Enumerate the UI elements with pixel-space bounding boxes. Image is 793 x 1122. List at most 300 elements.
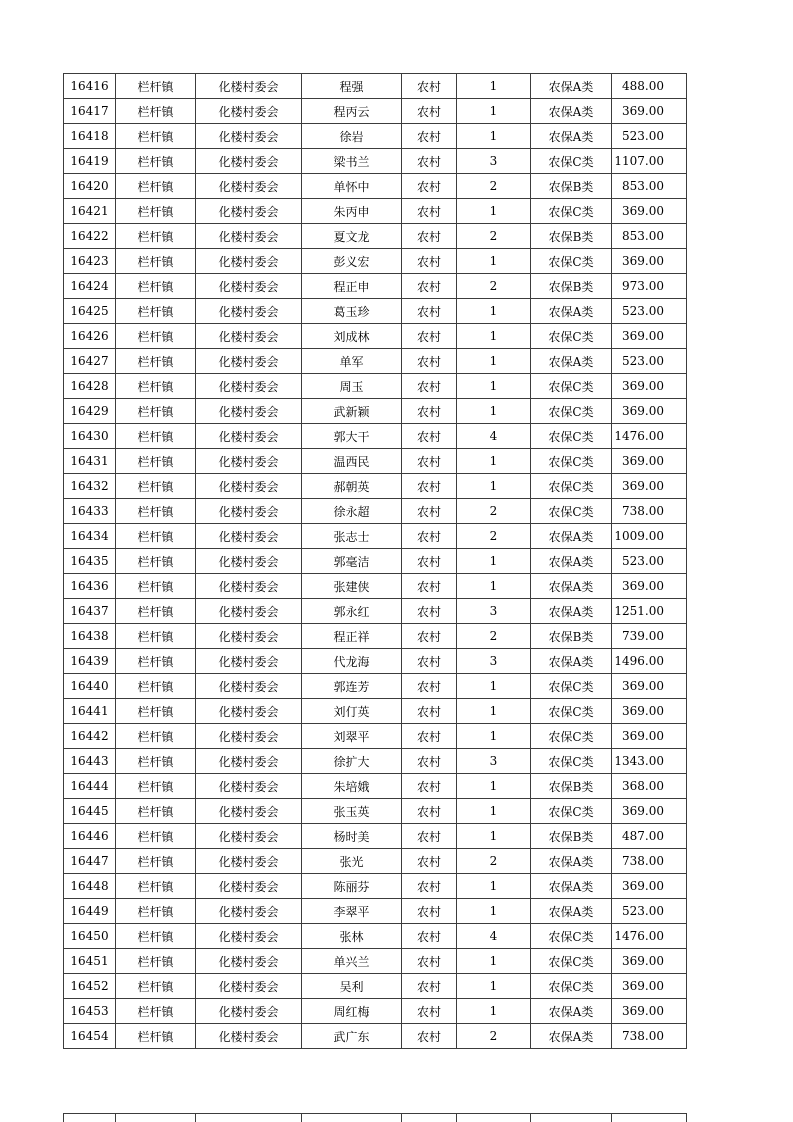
cell-count: 4 [457, 924, 531, 949]
cell-count: 1 [457, 399, 531, 424]
table-row [64, 324, 687, 349]
cell-village: 化楼村委会 [196, 499, 302, 524]
cell-id: 16450 [64, 924, 116, 949]
cell-village: 化楼村委会 [196, 324, 302, 349]
table-row [64, 474, 687, 499]
cell-amount: 369.00 [612, 799, 687, 824]
cell-town: 栏杆镇 [116, 624, 196, 649]
cell-residence: 农村 [402, 1024, 457, 1049]
cell-village: 化楼村委会 [196, 699, 302, 724]
cell-village: 化楼村委会 [196, 599, 302, 624]
cell-village: 化楼村委会 [196, 924, 302, 949]
cell-id: 16451 [64, 949, 116, 974]
cell-id: 16418 [64, 124, 116, 149]
cell-category: 农保B类 [531, 224, 612, 249]
cell-amount: 1009.00 [612, 524, 687, 549]
cell-count: 1 [457, 949, 531, 974]
cell-name: 单军 [302, 349, 402, 374]
cell-id: 16419 [64, 149, 116, 174]
cell-count: 1 [457, 574, 531, 599]
cell-id: 16452 [64, 974, 116, 999]
cell-amount: 369.00 [612, 949, 687, 974]
cell-amount: 369.00 [612, 324, 687, 349]
cell-count: 2 [457, 174, 531, 199]
cell-residence: 农村 [402, 949, 457, 974]
cell-amount: 369.00 [612, 249, 687, 274]
cell-count: 1 [457, 349, 531, 374]
cell-count: 2 [457, 274, 531, 299]
cell-category: 农保C类 [531, 374, 612, 399]
cell-name: 程正祥 [302, 624, 402, 649]
cell-name: 朱丙申 [302, 199, 402, 224]
cell-village: 化楼村委会 [196, 74, 302, 99]
cell-count: 1 [457, 124, 531, 149]
cell-village: 化楼村委会 [196, 874, 302, 899]
cell-empty [402, 1114, 457, 1122]
cell-id: 16453 [64, 999, 116, 1024]
cell-count: 1 [457, 74, 531, 99]
table-row [64, 874, 687, 899]
cell-empty [116, 1114, 196, 1122]
cell-amount: 369.00 [612, 724, 687, 749]
cell-name: 刘翠平 [302, 724, 402, 749]
cell-name: 郭毫洁 [302, 549, 402, 574]
cell-amount: 369.00 [612, 674, 687, 699]
cell-town: 栏杆镇 [116, 699, 196, 724]
cell-category: 农保C类 [531, 449, 612, 474]
cell-category: 农保A类 [531, 899, 612, 924]
cell-village: 化楼村委会 [196, 849, 302, 874]
cell-category: 农保C类 [531, 399, 612, 424]
cell-residence: 农村 [402, 149, 457, 174]
cell-name: 武新颖 [302, 399, 402, 424]
cell-town: 栏杆镇 [116, 274, 196, 299]
cell-category: 农保C类 [531, 799, 612, 824]
cell-town: 栏杆镇 [116, 474, 196, 499]
cell-town: 栏杆镇 [116, 224, 196, 249]
cell-town: 栏杆镇 [116, 74, 196, 99]
cell-amount: 973.00 [612, 274, 687, 299]
cell-id: 16428 [64, 374, 116, 399]
table-row [64, 999, 687, 1024]
table-row [64, 649, 687, 674]
cell-id: 16426 [64, 324, 116, 349]
cell-count: 2 [457, 499, 531, 524]
cell-count: 1 [457, 899, 531, 924]
cell-id: 16438 [64, 624, 116, 649]
cell-town: 栏杆镇 [116, 249, 196, 274]
cell-id: 16443 [64, 749, 116, 774]
cell-village: 化楼村委会 [196, 424, 302, 449]
cell-category: 农保A类 [531, 549, 612, 574]
cell-name: 周玉 [302, 374, 402, 399]
cell-residence: 农村 [402, 624, 457, 649]
cell-category: 农保A类 [531, 874, 612, 899]
cell-residence: 农村 [402, 749, 457, 774]
cell-category: 农保A类 [531, 99, 612, 124]
cell-id: 16436 [64, 574, 116, 599]
cell-id: 16448 [64, 874, 116, 899]
cell-id: 16442 [64, 724, 116, 749]
cell-amount: 738.00 [612, 499, 687, 524]
cell-category: 农保C类 [531, 724, 612, 749]
cell-town: 栏杆镇 [116, 549, 196, 574]
cell-residence: 农村 [402, 699, 457, 724]
cell-id: 16422 [64, 224, 116, 249]
cell-amount: 369.00 [612, 474, 687, 499]
table-row [64, 99, 687, 124]
cell-residence: 农村 [402, 324, 457, 349]
cell-name: 吴利 [302, 974, 402, 999]
cell-count: 1 [457, 874, 531, 899]
table-row [64, 774, 687, 799]
cell-empty [302, 1114, 402, 1122]
cell-amount: 739.00 [612, 624, 687, 649]
table-row [64, 374, 687, 399]
table-row [64, 824, 687, 849]
cell-id: 16437 [64, 599, 116, 624]
cell-count: 1 [457, 199, 531, 224]
cell-residence: 农村 [402, 99, 457, 124]
cell-residence: 农村 [402, 849, 457, 874]
table-row [64, 949, 687, 974]
cell-village: 化楼村委会 [196, 724, 302, 749]
cell-town: 栏杆镇 [116, 149, 196, 174]
cell-residence: 农村 [402, 349, 457, 374]
table-row [64, 124, 687, 149]
cell-id: 16420 [64, 174, 116, 199]
cell-amount: 1251.00 [612, 599, 687, 624]
cell-name: 梁书兰 [302, 149, 402, 174]
cell-amount: 369.00 [612, 699, 687, 724]
cell-village: 化楼村委会 [196, 999, 302, 1024]
cell-category: 农保C类 [531, 324, 612, 349]
cell-residence: 农村 [402, 974, 457, 999]
cell-amount: 369.00 [612, 449, 687, 474]
cell-count: 1 [457, 999, 531, 1024]
cell-count: 1 [457, 824, 531, 849]
cell-category: 农保A类 [531, 349, 612, 374]
table-row [64, 449, 687, 474]
cell-village: 化楼村委会 [196, 824, 302, 849]
table-row [64, 74, 687, 99]
cell-village: 化楼村委会 [196, 774, 302, 799]
cell-name: 李翠平 [302, 899, 402, 924]
cell-id: 16427 [64, 349, 116, 374]
cell-count: 3 [457, 149, 531, 174]
cell-residence: 农村 [402, 374, 457, 399]
cell-town: 栏杆镇 [116, 499, 196, 524]
cell-category: 农保C类 [531, 699, 612, 724]
cell-residence: 农村 [402, 899, 457, 924]
cell-name: 张志士 [302, 524, 402, 549]
cell-amount: 369.00 [612, 574, 687, 599]
cell-amount: 738.00 [612, 1024, 687, 1049]
cell-name: 刘成林 [302, 324, 402, 349]
cell-town: 栏杆镇 [116, 949, 196, 974]
cell-empty [64, 1114, 116, 1122]
cell-village: 化楼村委会 [196, 149, 302, 174]
cell-name: 夏文龙 [302, 224, 402, 249]
cell-amount: 369.00 [612, 374, 687, 399]
cell-village: 化楼村委会 [196, 1024, 302, 1049]
cell-id: 16449 [64, 899, 116, 924]
cell-category: 农保A类 [531, 1024, 612, 1049]
cell-residence: 农村 [402, 999, 457, 1024]
cell-amount: 488.00 [612, 74, 687, 99]
cell-town: 栏杆镇 [116, 924, 196, 949]
cell-residence: 农村 [402, 774, 457, 799]
cell-name: 张林 [302, 924, 402, 949]
cell-name: 陈丽芬 [302, 874, 402, 899]
cell-category: 农保A类 [531, 649, 612, 674]
table-row [64, 574, 687, 599]
cell-name: 单兴兰 [302, 949, 402, 974]
cell-id: 16417 [64, 99, 116, 124]
cell-category: 农保B类 [531, 174, 612, 199]
cell-residence: 农村 [402, 474, 457, 499]
cell-town: 栏杆镇 [116, 374, 196, 399]
cell-amount: 369.00 [612, 974, 687, 999]
table-row [64, 149, 687, 174]
cell-id: 16430 [64, 424, 116, 449]
benefit-records-table [63, 73, 687, 1049]
cell-residence: 农村 [402, 799, 457, 824]
cell-village: 化楼村委会 [196, 974, 302, 999]
cell-village: 化楼村委会 [196, 549, 302, 574]
cell-amount: 853.00 [612, 174, 687, 199]
cell-id: 16416 [64, 74, 116, 99]
cell-name: 张光 [302, 849, 402, 874]
cell-category: 农保C类 [531, 499, 612, 524]
cell-village: 化楼村委会 [196, 949, 302, 974]
cell-empty [612, 1114, 687, 1122]
cell-village: 化楼村委会 [196, 99, 302, 124]
table-row [64, 299, 687, 324]
cell-category: 农保A类 [531, 849, 612, 874]
cell-id: 16429 [64, 399, 116, 424]
cell-name: 周红梅 [302, 999, 402, 1024]
cell-residence: 农村 [402, 549, 457, 574]
cell-residence: 农村 [402, 399, 457, 424]
cell-count: 1 [457, 374, 531, 399]
cell-category: 农保A类 [531, 524, 612, 549]
cell-town: 栏杆镇 [116, 724, 196, 749]
cell-town: 栏杆镇 [116, 974, 196, 999]
cell-residence: 农村 [402, 174, 457, 199]
cell-count: 3 [457, 749, 531, 774]
cell-id: 16431 [64, 449, 116, 474]
cell-name: 程强 [302, 74, 402, 99]
cell-residence: 农村 [402, 224, 457, 249]
cell-residence: 农村 [402, 574, 457, 599]
table-row [64, 699, 687, 724]
cell-town: 栏杆镇 [116, 874, 196, 899]
cell-category: 农保A类 [531, 999, 612, 1024]
cell-id: 16439 [64, 649, 116, 674]
cell-category: 农保C类 [531, 974, 612, 999]
cell-name: 郭大干 [302, 424, 402, 449]
table-row [64, 399, 687, 424]
cell-residence: 农村 [402, 824, 457, 849]
cell-category: 农保C类 [531, 949, 612, 974]
cell-name: 郭永红 [302, 599, 402, 624]
cell-village: 化楼村委会 [196, 399, 302, 424]
cell-amount: 523.00 [612, 899, 687, 924]
cell-town: 栏杆镇 [116, 649, 196, 674]
cell-category: 农保C类 [531, 424, 612, 449]
cell-name: 温西民 [302, 449, 402, 474]
cell-count: 1 [457, 974, 531, 999]
cell-residence: 农村 [402, 674, 457, 699]
cell-id: 16446 [64, 824, 116, 849]
cell-amount: 368.00 [612, 774, 687, 799]
table-row [64, 799, 687, 824]
cell-town: 栏杆镇 [116, 299, 196, 324]
cell-count: 1 [457, 324, 531, 349]
cell-village: 化楼村委会 [196, 224, 302, 249]
cell-category: 农保C类 [531, 474, 612, 499]
cell-residence: 农村 [402, 74, 457, 99]
cell-id: 16424 [64, 274, 116, 299]
cell-village: 化楼村委会 [196, 199, 302, 224]
cell-count: 2 [457, 624, 531, 649]
cell-name: 杨时美 [302, 824, 402, 849]
cell-residence: 农村 [402, 449, 457, 474]
cell-town: 栏杆镇 [116, 324, 196, 349]
cell-category: 农保A类 [531, 124, 612, 149]
table-row [64, 624, 687, 649]
cell-name: 刘仃英 [302, 699, 402, 724]
cell-village: 化楼村委会 [196, 524, 302, 549]
cell-amount: 1476.00 [612, 424, 687, 449]
cell-town: 栏杆镇 [116, 674, 196, 699]
table-row [64, 249, 687, 274]
cell-name: 郝朝英 [302, 474, 402, 499]
cell-village: 化楼村委会 [196, 799, 302, 824]
cell-name: 徐永超 [302, 499, 402, 524]
cell-amount: 523.00 [612, 349, 687, 374]
table-row [64, 274, 687, 299]
cell-id: 16447 [64, 849, 116, 874]
cell-id: 16434 [64, 524, 116, 549]
cell-residence: 农村 [402, 199, 457, 224]
cell-village: 化楼村委会 [196, 374, 302, 399]
cell-name: 程正申 [302, 274, 402, 299]
cell-village: 化楼村委会 [196, 449, 302, 474]
table-row [64, 549, 687, 574]
cell-village: 化楼村委会 [196, 299, 302, 324]
cell-town: 栏杆镇 [116, 599, 196, 624]
table-row [64, 524, 687, 549]
cell-empty [531, 1114, 612, 1122]
cell-amount: 1496.00 [612, 649, 687, 674]
table-row [64, 974, 687, 999]
cell-id: 16445 [64, 799, 116, 824]
cell-town: 栏杆镇 [116, 574, 196, 599]
cell-count: 1 [457, 99, 531, 124]
cell-residence: 农村 [402, 124, 457, 149]
cell-residence: 农村 [402, 274, 457, 299]
next-page-row-sliver [63, 1113, 687, 1122]
cell-id: 16433 [64, 499, 116, 524]
cell-amount: 523.00 [612, 549, 687, 574]
cell-count: 1 [457, 474, 531, 499]
table-row [64, 199, 687, 224]
cell-category: 农保A类 [531, 299, 612, 324]
cell-count: 3 [457, 649, 531, 674]
cell-amount: 369.00 [612, 874, 687, 899]
table-row [64, 499, 687, 524]
cell-town: 栏杆镇 [116, 174, 196, 199]
cell-category: 农保C类 [531, 924, 612, 949]
cell-category: 农保A类 [531, 574, 612, 599]
cell-residence: 农村 [402, 724, 457, 749]
cell-residence: 农村 [402, 424, 457, 449]
cell-residence: 农村 [402, 249, 457, 274]
cell-town: 栏杆镇 [116, 749, 196, 774]
cell-amount: 853.00 [612, 224, 687, 249]
cell-name: 葛玉珍 [302, 299, 402, 324]
table-row [64, 174, 687, 199]
cell-name: 张建侠 [302, 574, 402, 599]
table-row [64, 749, 687, 774]
cell-village: 化楼村委会 [196, 899, 302, 924]
cell-count: 1 [457, 724, 531, 749]
cell-empty [457, 1114, 531, 1122]
cell-category: 农保C类 [531, 749, 612, 774]
cell-name: 代龙海 [302, 649, 402, 674]
cell-count: 1 [457, 449, 531, 474]
cell-village: 化楼村委会 [196, 624, 302, 649]
cell-count: 1 [457, 699, 531, 724]
table-row [64, 424, 687, 449]
cell-name: 武广东 [302, 1024, 402, 1049]
cell-residence: 农村 [402, 524, 457, 549]
cell-town: 栏杆镇 [116, 199, 196, 224]
cell-count: 1 [457, 249, 531, 274]
cell-name: 郭连芳 [302, 674, 402, 699]
table-row [64, 1024, 687, 1049]
cell-id: 16440 [64, 674, 116, 699]
cell-residence: 农村 [402, 874, 457, 899]
cell-count: 1 [457, 549, 531, 574]
table-row [64, 674, 687, 699]
cell-id: 16432 [64, 474, 116, 499]
cell-category: 农保C类 [531, 199, 612, 224]
cell-town: 栏杆镇 [116, 449, 196, 474]
cell-name: 张玉英 [302, 799, 402, 824]
cell-name: 徐扩大 [302, 749, 402, 774]
table-row [64, 924, 687, 949]
cell-name: 彭义宏 [302, 249, 402, 274]
cell-amount: 523.00 [612, 299, 687, 324]
cell-village: 化楼村委会 [196, 174, 302, 199]
cell-town: 栏杆镇 [116, 799, 196, 824]
cell-town: 栏杆镇 [116, 849, 196, 874]
cell-empty [196, 1114, 302, 1122]
cell-residence: 农村 [402, 924, 457, 949]
cell-count: 1 [457, 774, 531, 799]
cell-town: 栏杆镇 [116, 1024, 196, 1049]
cell-name: 徐岩 [302, 124, 402, 149]
cell-category: 农保B类 [531, 774, 612, 799]
cell-village: 化楼村委会 [196, 574, 302, 599]
cell-category: 农保A类 [531, 599, 612, 624]
cell-town: 栏杆镇 [116, 999, 196, 1024]
table-row [64, 724, 687, 749]
table-row [64, 349, 687, 374]
